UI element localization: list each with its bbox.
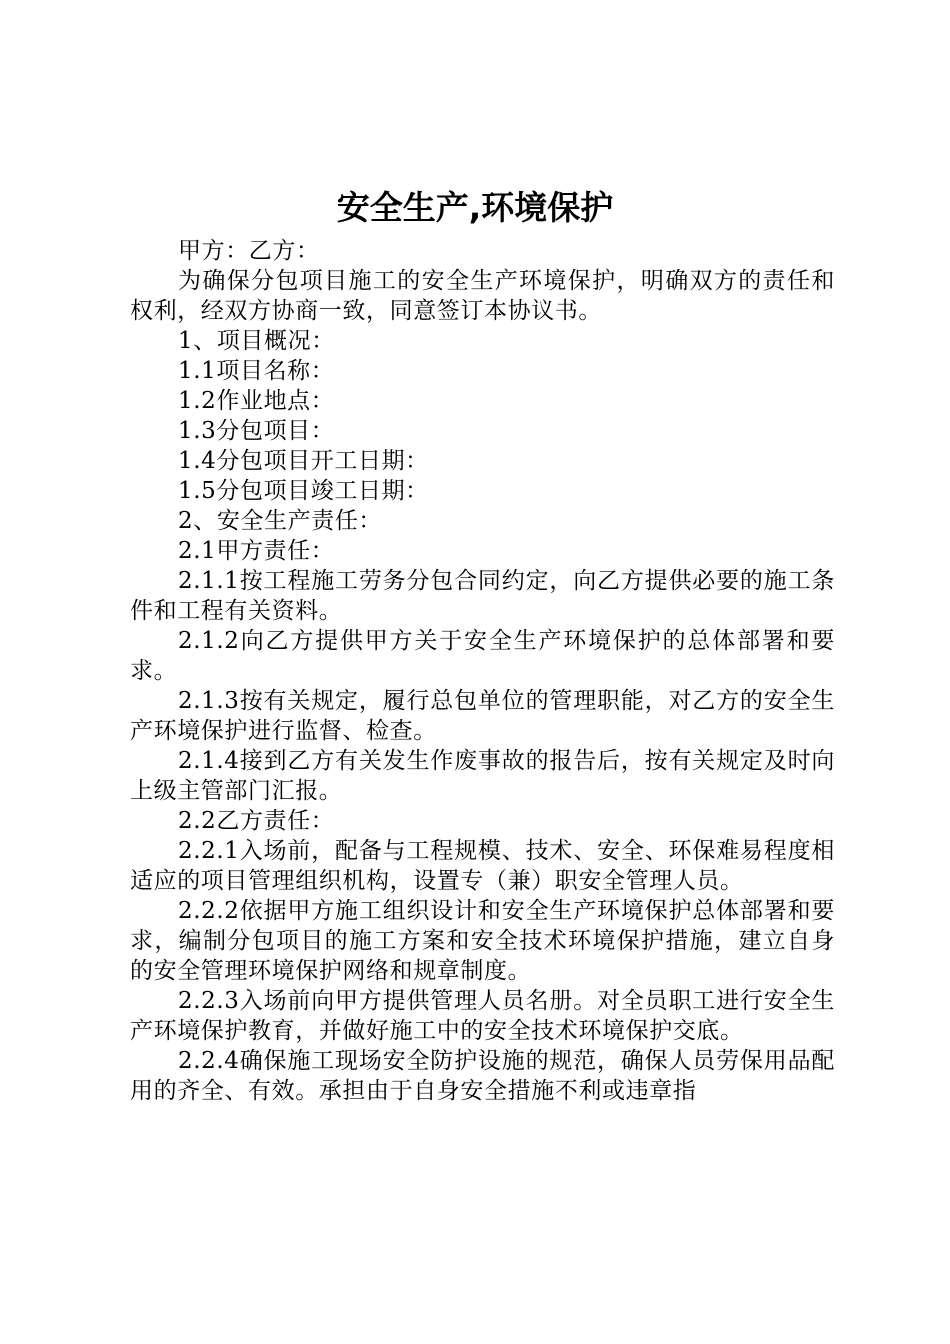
section-1-heading: 1、项目概况：	[178, 328, 335, 354]
item-1-4: 1.4分包项目开工日期：	[178, 448, 429, 474]
item-2-2-1: 2.2.1入场前，配备与工程规模、技术、安全、环保难易程度相适应的项目管理组织机构，设置专（兼）职安全管理人员。	[130, 838, 835, 894]
item-2-2-4: 2.2.4确保施工现场安全防护设施的规范，确保人员劳保用品配用的齐全、有效。承担由于自身安全措施不利或违章指	[130, 1048, 835, 1104]
item-2-2-3: 2.2.3入场前向甲方提供管理人员名册。对全员职工进行安全生产环境保护教育，并做好施工中的安全技术环境保护交底。	[130, 988, 835, 1044]
item-1-1: 1.1项目名称：	[178, 358, 335, 384]
intro-paragraph: 为确保分包项目施工的安全生产环境保护，明确双方的责任和权利，经双方协商一致，同意签订本协议书。	[130, 268, 835, 324]
item-2-1-3: 2.1.3按有关规定，履行总包单位的管理职能，对乙方的安全生产环境保护进行监督、检查。	[130, 688, 835, 744]
item-2-1-1: 2.1.1按工程施工劳务分包合同约定，向乙方提供必要的施工条件和工程有关资料。	[130, 568, 835, 624]
item-1-5: 1.5分包项目竣工日期：	[178, 478, 429, 504]
item-2-1-4: 2.1.4接到乙方有关发生作废事故的报告后，按有关规定及时向上级主管部门汇报。	[130, 748, 835, 804]
item-1-3: 1.3分包项目：	[178, 418, 335, 444]
item-2-2-2: 2.2.2依据甲方施工组织设计和安全生产环境保护总体部署和要求，编制分包项目的施工方案和安全技术环境保护措施，建立自身的安全管理环境保护网络和规章制度。	[130, 898, 835, 984]
document-body	[130, 236, 835, 1106]
item-1-2: 1.2作业地点：	[178, 388, 335, 414]
item-2-1-2: 2.1.2向乙方提供甲方关于安全生产环境保护的总体部署和要求。	[130, 628, 835, 684]
parties-line: 甲方：乙方：	[178, 238, 320, 264]
section-2-heading: 2、安全生产责任：	[178, 508, 383, 534]
document-title: 安全生产,环境保护	[336, 188, 614, 227]
subsection-2-2-heading: 2.2乙方责任：	[178, 808, 335, 834]
subsection-2-1-heading: 2.1甲方责任：	[178, 538, 335, 564]
